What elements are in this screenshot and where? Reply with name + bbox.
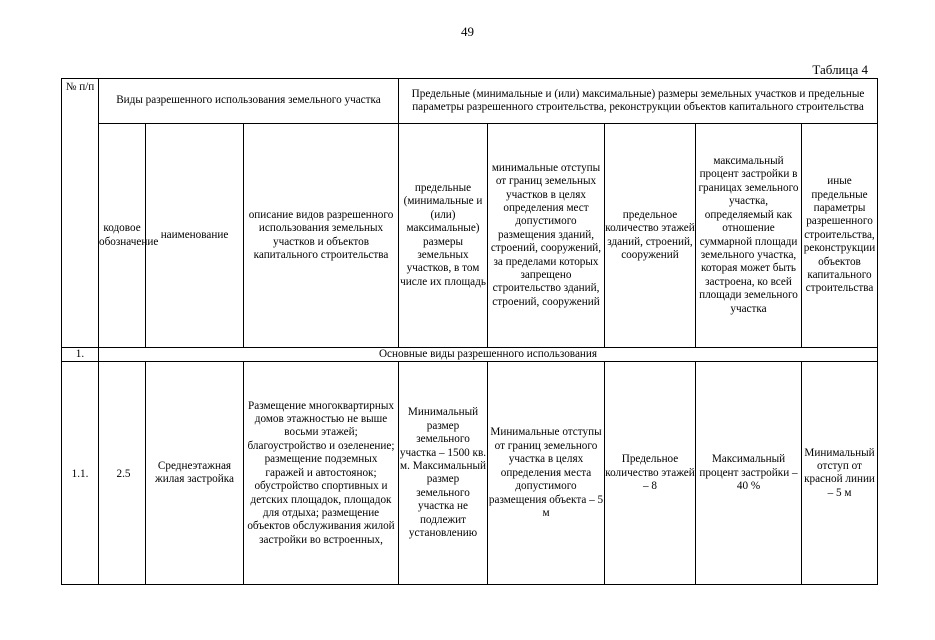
row-description: Размещение многоквартирных домов этажностью не выше восьми этажей; благоустройство и озеленение; размещение подземных гаражей и автостоянок; обустройство спортивных и детских площадок, площадок для отдыха; размещение объектов обслуживания жилой застройки во встроенных, xyxy=(244,362,399,585)
header-group-parameters: Предельные (минимальные и (или) максимальные) размеры земельных участков и предельные параметры разрешенного строительства, реконструкции объектов капитального строительства xyxy=(399,79,878,124)
row-name: Среднеэтажная жилая застройка xyxy=(146,362,244,585)
section-row xyxy=(62,348,878,362)
header-plot-size: предельные (минимальные и (или) максимальные) размеры земельных участков, в том числе их площадь xyxy=(399,124,488,348)
regulations-table xyxy=(61,78,878,585)
row-other: Минимальный отступ от красной линии – 5 м xyxy=(802,362,878,585)
section-num: 1. xyxy=(62,348,99,362)
header-name: наименование xyxy=(146,124,244,348)
row-code: 2.5 xyxy=(99,362,146,585)
row-floors: Предельное количество этажей – 8 xyxy=(605,362,696,585)
page-number: 49 xyxy=(461,24,474,39)
header-description: описание видов разрешенного использования земельных участков и объектов капитального строительства xyxy=(244,124,399,348)
header-num: № п/п xyxy=(62,79,99,348)
row-setbacks: Минимальные отступы от границ земельного участка в целях определения места допустимого размещения объекта – 5 м xyxy=(488,362,605,585)
header-other: иные предельные параметры разрешенного строительства, реконструкции объектов капитального строительства xyxy=(802,124,878,348)
header-row-1 xyxy=(62,79,878,124)
section-title: Основные виды разрешенного использования xyxy=(99,348,878,362)
header-group-use-types: Виды разрешенного использования земельного участка xyxy=(99,79,399,124)
header-code: кодовое обозначение xyxy=(99,124,146,348)
header-setbacks: минимальные отступы от границ земельных участков в целях определения мест допустимого размещения зданий, строений, сооружений, за пределами которых запрещено строительство зданий, строений, сооружений xyxy=(488,124,605,348)
row-num: 1.1. xyxy=(62,362,99,585)
row-plot-size: Минимальный размер земельного участка – 1500 кв. м. Максимальный размер земельного участка не подлежит установлению xyxy=(399,362,488,585)
header-row-2 xyxy=(62,124,878,348)
table-row xyxy=(62,362,878,585)
row-coverage: Максимальный процент застройки – 40 % xyxy=(696,362,802,585)
table-caption: Таблица 4 xyxy=(812,62,868,77)
header-floors: предельное количество этажей зданий, строений, сооружений xyxy=(605,124,696,348)
header-coverage: максимальный процент застройки в границах земельного участка, определяемый как отношение суммарной площади земельного участка, которая может быть застроена, ко всей площади земельного участка xyxy=(696,124,802,348)
